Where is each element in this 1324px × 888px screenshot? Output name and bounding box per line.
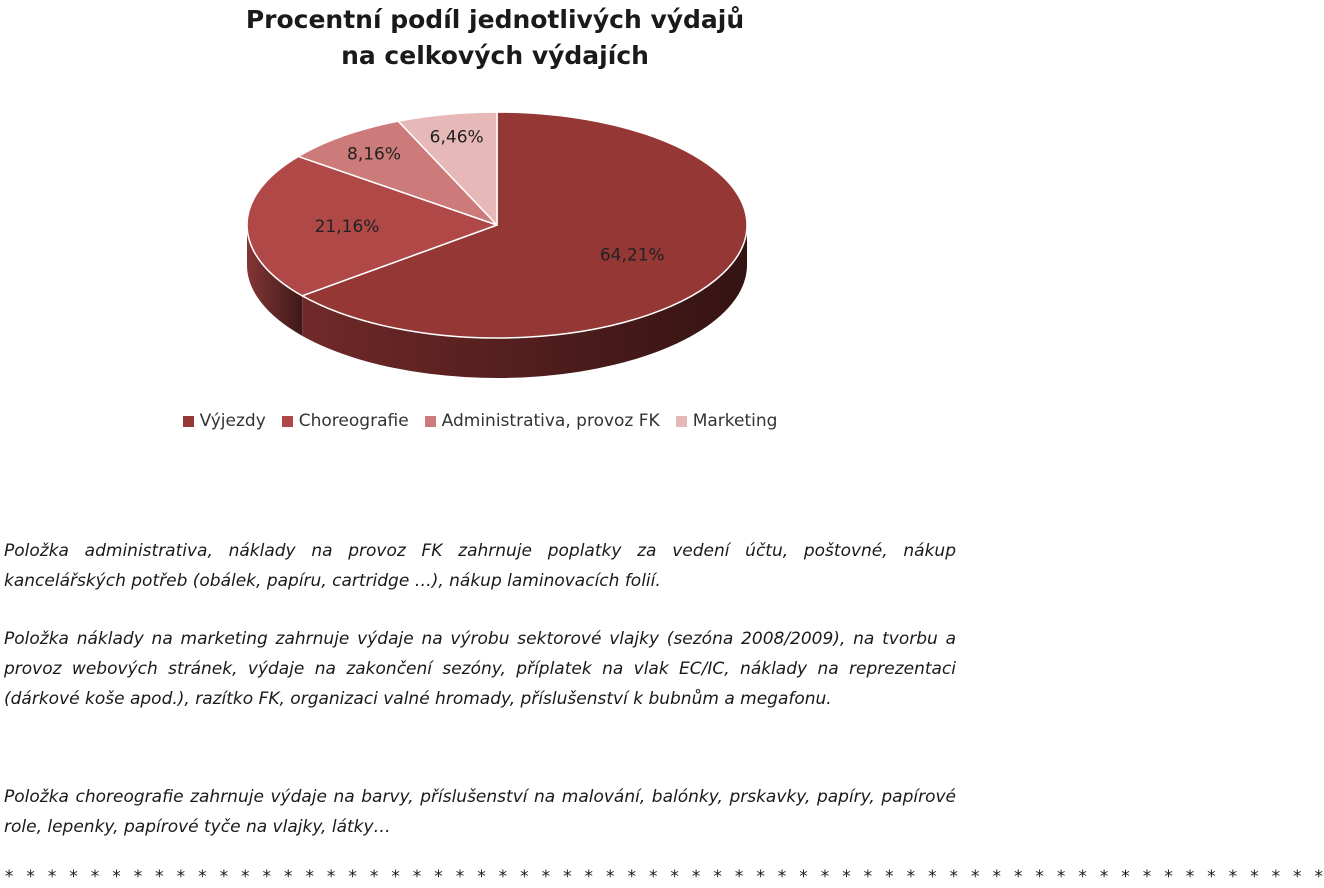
legend-swatch bbox=[425, 416, 436, 427]
legend-swatch bbox=[183, 416, 194, 427]
pie-value-label-2: 21,16% bbox=[314, 216, 380, 237]
legend bbox=[0, 411, 960, 431]
chart-title-line-2: na celkových výdajích bbox=[341, 41, 649, 70]
paragraph-marketing: Položka náklady na marketing zahrnuje výdaje na výrobu sektorové vlajky (sezóna 2008/2009), na tvorbu a provoz webových stránek, výdaje na zakončení sezóny, příplatek na vlak EC/IC, náklady na reprezentaci (dárkové koše apod.), razítko FK, organizaci valné hromady, příslušenství k bubnům a megafonu. bbox=[4, 629, 956, 709]
chart-title-line-1: Procentní podíl jednotlivých výdajů bbox=[245, 5, 745, 34]
paragraph-choreografie: Položka choreografie zahrnuje výdaje na barvy, příslušenství na malování, balónky, prskavky, papíry, papírové role, lepenky, papírové tyče na vlajky, látky… bbox=[4, 787, 956, 837]
legend-item-1 bbox=[183, 411, 266, 431]
legend-label: Marketing bbox=[692, 411, 778, 431]
legend-item-4 bbox=[676, 411, 778, 431]
legend-item-3 bbox=[425, 411, 660, 431]
legend-label: Administrativa, provoz FK bbox=[441, 411, 660, 431]
legend-label: Výjezdy bbox=[199, 411, 266, 431]
pie-chart bbox=[0, 0, 960, 400]
legend-swatch bbox=[282, 416, 293, 427]
paragraph-administrativa: Položka administrativa, náklady na provoz FK zahrnuje poplatky za vedení účtu, poštovné, nákup kancelářských potřeb (obálek, papíru, cartridge …), nákup laminovacích folií. bbox=[4, 541, 956, 591]
legend-item-2 bbox=[282, 411, 409, 431]
legend-swatch bbox=[676, 416, 687, 427]
pie-value-label-1: 64,21% bbox=[599, 245, 665, 266]
pie-value-label-4: 6,46% bbox=[429, 127, 484, 148]
asterisk-divider: * * * * * * * * * * * * * * * * * * * * * * * * * * * * * * * * * * * * * * * * * * * * * * * * * * * * * * * * * * * * * * bbox=[4, 867, 1324, 887]
legend-label: Choreografie bbox=[298, 411, 409, 431]
pie-value-label-3: 8,16% bbox=[347, 144, 402, 165]
